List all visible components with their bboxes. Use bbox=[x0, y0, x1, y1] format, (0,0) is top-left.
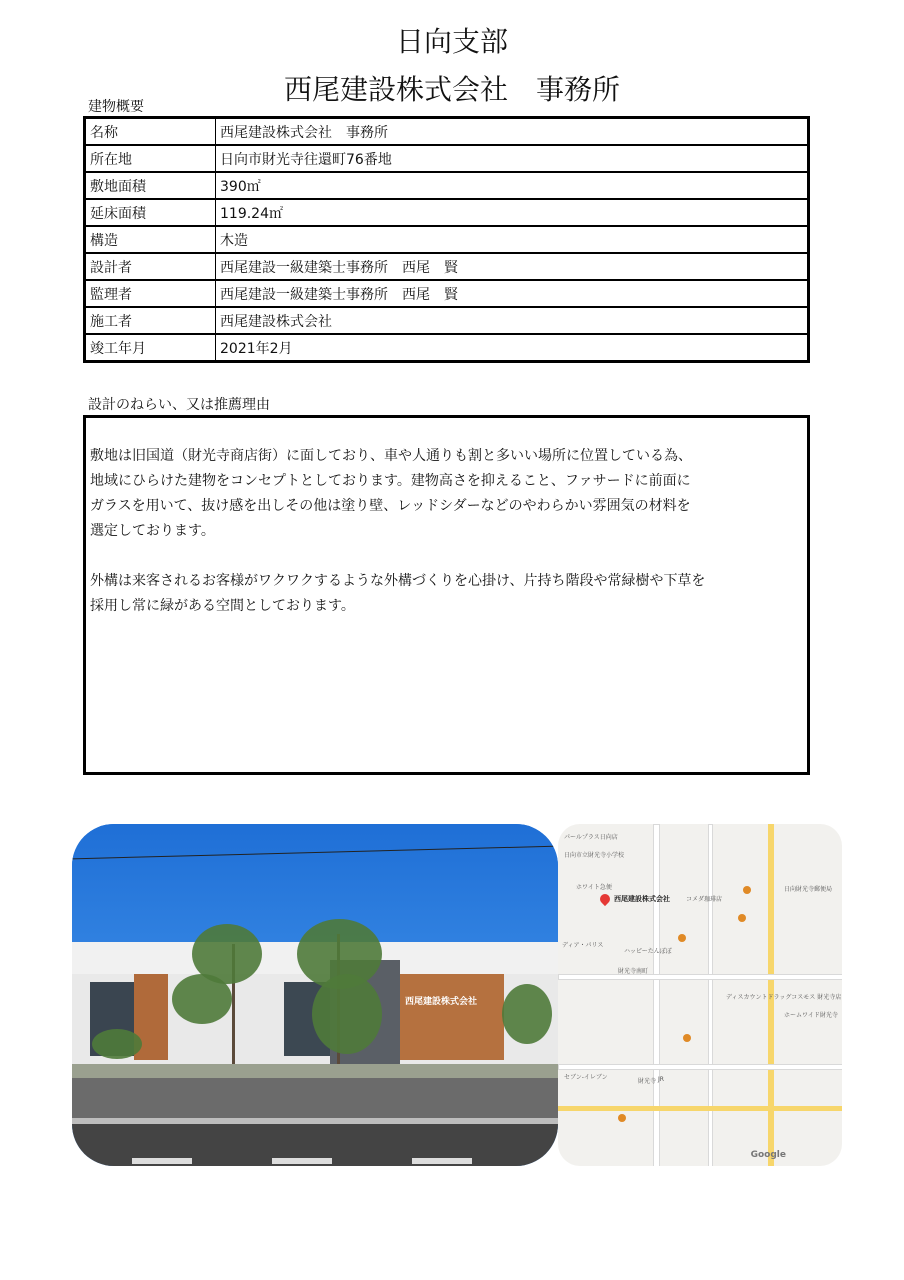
branch-title: 日向支部 bbox=[395, 25, 508, 58]
tree-foliage bbox=[502, 984, 552, 1044]
row-key: 設計者 bbox=[85, 253, 216, 280]
map-label: 日向市立財光寺小学校 bbox=[564, 852, 625, 859]
table-row bbox=[85, 226, 809, 253]
table-row bbox=[85, 145, 809, 172]
row-key: 名称 bbox=[85, 118, 216, 146]
map-road bbox=[708, 824, 713, 1166]
cedar-facade bbox=[400, 974, 504, 1060]
aim-paragraph-2 bbox=[90, 569, 790, 619]
map-label: ディア・パリス bbox=[562, 942, 604, 949]
row-value: 日向市財光寺往還町76番地 bbox=[216, 145, 809, 172]
map-label: 財光寺 bbox=[638, 1078, 657, 1085]
map-label: JR bbox=[658, 1076, 664, 1083]
map-road bbox=[653, 824, 660, 1166]
map-label: ハッピーたんぽぽ bbox=[624, 948, 672, 955]
row-value: 2021年2月 bbox=[216, 334, 809, 362]
row-key: 施工者 bbox=[85, 307, 216, 334]
overview-label: 建物概要 bbox=[88, 99, 144, 115]
aim-line: 選定しております。 bbox=[90, 523, 215, 539]
location-map bbox=[558, 824, 842, 1166]
map-label: 日向財光寺郵便局 bbox=[784, 886, 833, 893]
shrub bbox=[92, 1029, 142, 1059]
road-marking bbox=[132, 1158, 192, 1164]
row-value: 119.24㎡ bbox=[216, 199, 809, 226]
table-row bbox=[85, 307, 809, 334]
table-row bbox=[85, 172, 809, 199]
poi-pin-icon bbox=[738, 914, 746, 922]
aim-paragraph-1 bbox=[90, 444, 790, 544]
sidewalk bbox=[72, 1078, 558, 1118]
row-value: 西尾建設一級建築士事務所 西尾 賢 bbox=[216, 280, 809, 307]
row-key: 竣工年月 bbox=[85, 334, 216, 362]
road-marking bbox=[272, 1158, 332, 1164]
map-label: ホワイト急便 bbox=[576, 884, 612, 891]
map-label: コメダ珈琲店 bbox=[686, 896, 723, 903]
table-row bbox=[85, 334, 809, 362]
building-photo bbox=[72, 824, 558, 1166]
map-road bbox=[558, 1064, 842, 1070]
office-map-label: 西尾建設株式会社 bbox=[614, 895, 670, 903]
row-key: 監理者 bbox=[85, 280, 216, 307]
map-label: セブン-イレブン bbox=[564, 1074, 608, 1081]
table-row bbox=[85, 199, 809, 226]
poi-pin-icon bbox=[678, 934, 686, 942]
office-pin-icon bbox=[598, 892, 612, 906]
poi-pin-icon bbox=[683, 1034, 691, 1042]
aim-line: 敷地は旧国道（財光寺商店街）に面しており、車や人通りも割と多いい場所に位置している為、 bbox=[90, 448, 692, 464]
aim-line: 地域にひらけた建物をコンセプトとしております。建物高さを抑えること、ファサードに前面に bbox=[90, 473, 691, 489]
row-value: 西尾建設株式会社 事務所 bbox=[216, 118, 809, 146]
row-value: 390㎡ bbox=[216, 172, 809, 199]
row-key: 所在地 bbox=[85, 145, 216, 172]
poi-pin-icon bbox=[743, 886, 751, 894]
planting-bed bbox=[72, 1064, 558, 1078]
row-key: 延床面積 bbox=[85, 199, 216, 226]
row-value: 西尾建設株式会社 bbox=[216, 307, 809, 334]
aim-line: ガラスを用いて、抜け感を出しその他は塗り壁、レッドシダーなどのやわらかい雰囲気の材料を bbox=[90, 498, 691, 514]
aim-label: 設計のねらい、又は推薦理由 bbox=[88, 397, 270, 413]
row-key: 敷地面積 bbox=[85, 172, 216, 199]
company-sign: 西尾建設株式会社 bbox=[405, 997, 478, 1007]
map-label: ホームワイド財光寺 bbox=[784, 1012, 838, 1019]
row-key: 構造 bbox=[85, 226, 216, 253]
tree-foliage bbox=[172, 974, 232, 1024]
aim-line: 採用し常に緑がある空間としております。 bbox=[90, 598, 355, 614]
design-aim-box bbox=[83, 415, 810, 775]
road-marking bbox=[412, 1158, 472, 1164]
map-main-road bbox=[558, 1106, 842, 1111]
google-logo: Google bbox=[750, 1150, 786, 1160]
project-title: 西尾建設株式会社 事務所 bbox=[283, 73, 620, 106]
table-row bbox=[85, 280, 809, 307]
row-value: 木造 bbox=[216, 226, 809, 253]
map-road bbox=[558, 974, 842, 980]
tree-foliage bbox=[312, 974, 382, 1054]
poi-pin-icon bbox=[618, 1114, 626, 1122]
table-row bbox=[85, 118, 809, 146]
table-row bbox=[85, 253, 809, 280]
row-value: 西尾建設一級建築士事務所 西尾 賢 bbox=[216, 253, 809, 280]
map-label: ディスカウントドラッグコスモス 財光寺店 bbox=[726, 994, 842, 1001]
building-overview-table bbox=[83, 116, 810, 363]
aim-line: 外構は来客されるお客様がワクワクするような外構づくりを心掛け、片持ち階段や常緑樹や下草を bbox=[90, 573, 706, 589]
map-label: パールプラス日向店 bbox=[564, 834, 618, 841]
map-label: 財光寺南町 bbox=[618, 968, 649, 975]
